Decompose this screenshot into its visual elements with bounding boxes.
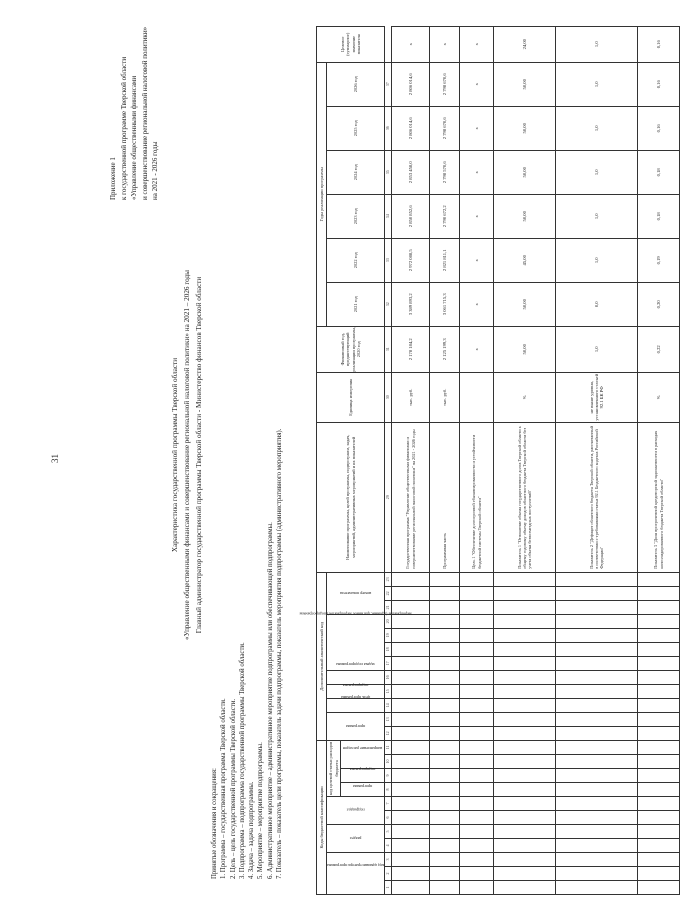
code-cell xyxy=(556,755,638,769)
code-cell xyxy=(392,698,430,712)
year-header-2025: 2025 год xyxy=(327,106,385,150)
code-cell xyxy=(494,783,556,797)
code-cell xyxy=(638,867,680,881)
row-year-value: 3 061 715,3 xyxy=(430,282,460,326)
table-row xyxy=(430,26,460,894)
code-cell xyxy=(556,698,638,712)
column-number: 9 xyxy=(385,769,392,783)
column-number: 16 xyxy=(385,670,392,684)
row-year-value: 2 798 670,6 xyxy=(430,106,460,150)
code-cell xyxy=(556,769,638,783)
row-year-value: х xyxy=(460,150,494,194)
code-header-subsection: подраздел xyxy=(327,797,385,825)
code-cell xyxy=(430,712,460,726)
code-header-program-code: программа xyxy=(341,783,385,797)
row-unit: % xyxy=(638,372,680,422)
code-cell xyxy=(392,572,430,586)
code-cell xyxy=(494,670,556,684)
code-cell xyxy=(460,600,494,614)
target-header: Целевое (суммарное) значение показателя xyxy=(317,26,385,62)
name-header: Наименование программы, целей программы, подпрограмм, задач, мероприятий, административных мероприятий и их показателей xyxy=(317,422,385,572)
column-number: 8 xyxy=(385,783,392,797)
code-cell xyxy=(460,726,494,740)
code-cell xyxy=(430,600,460,614)
code-cell xyxy=(556,811,638,825)
year-header-2024: 2024 год xyxy=(327,150,385,194)
row-year-value: 2 798 670,6 xyxy=(430,62,460,106)
code-cell xyxy=(430,853,460,867)
year-header-2022: 2022 год xyxy=(327,238,385,282)
code-cell xyxy=(460,839,494,853)
row-year-value: х xyxy=(460,238,494,282)
column-number: 15 xyxy=(385,684,392,698)
row-unit xyxy=(460,372,494,422)
code-cell xyxy=(460,670,494,684)
code-cell xyxy=(638,684,680,698)
row-unit: тыс. руб. xyxy=(392,372,430,422)
code-cell xyxy=(556,726,638,740)
code-cell xyxy=(392,712,430,726)
row-target-value: х xyxy=(392,26,430,62)
unit-header: Единица измерения xyxy=(317,372,385,422)
code-cell xyxy=(494,740,556,754)
row-year-value: 50,00 xyxy=(494,62,556,106)
column-number: 34 xyxy=(385,194,392,238)
abbreviations-notes xyxy=(210,428,284,879)
column-number: 32 xyxy=(385,282,392,326)
code-cell xyxy=(494,586,556,600)
code-cell xyxy=(460,712,494,726)
row-year-value: 2 790 672,2 xyxy=(430,194,460,238)
code-cell xyxy=(430,572,460,586)
code-cell xyxy=(638,797,680,811)
row-year-value: 1,0 xyxy=(556,62,638,106)
note-line: 2. Цель – цель государственной программы Тверской области. xyxy=(229,698,237,879)
program-name: «Управление общественными финансами и совершенствование региональной налоговой политики» на 2021 – 2026 годы xyxy=(183,270,191,640)
code-cell xyxy=(392,642,430,656)
appendix-line: Приложение 1 xyxy=(109,157,117,200)
code-cell xyxy=(556,712,638,726)
column-number: 21 xyxy=(385,600,392,614)
row-year-value: 50,00 xyxy=(494,150,556,194)
code-cell xyxy=(460,572,494,586)
code-cell xyxy=(638,642,680,656)
code-cell xyxy=(392,797,430,811)
program-codes-header: Дополнительный аналитический код xyxy=(317,572,327,740)
code-cell xyxy=(460,740,494,754)
code-cell xyxy=(494,572,556,586)
column-number: 5 xyxy=(385,825,392,839)
document-title: Характеристика государственной программы Тверской области xyxy=(171,357,179,553)
column-number: 23 xyxy=(385,572,392,586)
row-year-value: х xyxy=(460,62,494,106)
code-header-subprogram2: подпрограмма xyxy=(327,684,385,698)
column-number: 6 xyxy=(385,811,392,825)
code-cell xyxy=(460,684,494,698)
row-target-value: 24,00 xyxy=(494,26,556,62)
table-row xyxy=(638,26,680,894)
row-year-value: 50,00 xyxy=(494,106,556,150)
code-cell xyxy=(494,811,556,825)
code-cell xyxy=(460,586,494,600)
code-cell xyxy=(556,853,638,867)
code-cell xyxy=(430,642,460,656)
row-target-value: 1,0 xyxy=(556,26,638,62)
code-cell xyxy=(430,783,460,797)
row-year-value: 2 972 088,5 xyxy=(392,238,430,282)
code-cell xyxy=(638,614,680,628)
code-cell xyxy=(392,769,430,783)
row-year-value: х xyxy=(460,106,494,150)
year-header-2021: 2021 год xyxy=(327,282,385,326)
code-cell xyxy=(460,783,494,797)
note-line: Принятые обозначения и сокращения: xyxy=(211,768,218,879)
code-header-admin: код администратора программы xyxy=(327,853,385,895)
row-year-value: 2 850 852,6 xyxy=(392,194,430,238)
code-cell xyxy=(460,614,494,628)
budget-codes-header: Коды бюджетной классификации xyxy=(317,740,327,894)
code-cell xyxy=(460,825,494,839)
column-number: 18 xyxy=(385,642,392,656)
table-row xyxy=(494,26,556,894)
code-header-goal: цель программы xyxy=(327,698,385,712)
code-header-subprogram: подпрограмма xyxy=(341,769,385,783)
row-unit: тыс. руб. xyxy=(430,372,460,422)
column-number: 11 xyxy=(385,740,392,754)
program-characteristics-table xyxy=(299,26,680,895)
code-cell xyxy=(494,867,556,881)
column-number: 12 xyxy=(385,726,392,740)
code-cell xyxy=(556,740,638,754)
row-year-value: 1,0 xyxy=(556,106,638,150)
code-cell xyxy=(430,769,460,783)
code-cell xyxy=(638,698,680,712)
code-cell xyxy=(430,684,460,698)
code-cell xyxy=(392,783,430,797)
code-cell xyxy=(392,670,430,684)
column-number: 33 xyxy=(385,238,392,282)
code-cell xyxy=(494,769,556,783)
code-header-task: задача подпрограммы xyxy=(327,670,385,684)
appendix-line: и совершенствование региональной налоговой политики» xyxy=(140,26,149,200)
page-number: 31 xyxy=(50,454,60,463)
appendix-line: на 2021 - 2026 годы xyxy=(151,141,159,200)
code-cell xyxy=(430,656,460,670)
code-cell xyxy=(556,867,638,881)
row-target-value: х xyxy=(430,26,460,62)
note-line: 1. Программа – государственная программа Тверской области. xyxy=(220,698,228,879)
code-cell xyxy=(460,797,494,811)
code-cell xyxy=(494,600,556,614)
row-base-value: 2 178 184,2 xyxy=(392,326,430,372)
row-year-value: 50,00 xyxy=(494,194,556,238)
code-cell xyxy=(556,783,638,797)
row-year-value: 2 821 811,1 xyxy=(430,238,460,282)
code-cell xyxy=(392,740,430,754)
code-cell xyxy=(638,628,680,642)
code-cell xyxy=(556,600,638,614)
table-row xyxy=(392,26,430,894)
code-cell xyxy=(494,825,556,839)
code-cell xyxy=(638,881,680,895)
code-cell xyxy=(460,769,494,783)
code-cell xyxy=(392,586,430,600)
row-year-value: 0,19 xyxy=(638,238,680,282)
code-cell xyxy=(430,839,460,853)
row-name: Программная часть xyxy=(430,422,460,572)
column-number: 17 xyxy=(385,656,392,670)
row-year-value: 2 798 570,6 xyxy=(430,150,460,194)
row-year-value: 0,20 xyxy=(638,282,680,326)
code-cell xyxy=(638,600,680,614)
code-cell xyxy=(460,698,494,712)
code-cell xyxy=(638,755,680,769)
code-cell xyxy=(494,726,556,740)
code-cell xyxy=(494,628,556,642)
appendix-line: «Управление общественными финансами xyxy=(130,75,138,200)
column-number: 10 xyxy=(385,755,392,769)
year-header-2026: 2026 год xyxy=(327,62,385,106)
code-cell xyxy=(430,628,460,642)
code-cell xyxy=(430,797,460,811)
row-year-value: 1,0 xyxy=(556,150,638,194)
code-cell xyxy=(638,670,680,684)
code-cell xyxy=(460,628,494,642)
note-line: 7. Показатель – показатель цели программы, показатель задачи подпрограммы, показатель мероприятия подпрограммы (административного мероприятия). xyxy=(276,428,284,879)
code-cell xyxy=(392,684,430,698)
row-name: Цель 1 "Обеспечение долгосрочной сбалансированности и устойчивости бюджетной системы Тверской области" xyxy=(460,422,494,572)
row-year-value: 2 853 458,0 xyxy=(392,150,430,194)
code-cell xyxy=(392,825,430,839)
code-cell xyxy=(494,698,556,712)
code-cell xyxy=(638,656,680,670)
code-cell xyxy=(460,642,494,656)
code-cell xyxy=(430,698,460,712)
row-base-value: 1,0 xyxy=(556,326,638,372)
row-year-value: х xyxy=(460,282,494,326)
base-year-header: Финансовый год, предшествующий реализации программы, 2020 год xyxy=(317,326,385,372)
note-line: 6. Административное мероприятие – административное мероприятие подпрограммы или обеспечивающей подпрограммы. xyxy=(266,522,274,879)
code-cell xyxy=(430,740,460,754)
appendix-block xyxy=(108,10,161,200)
code-cell xyxy=(556,614,638,628)
code-cell xyxy=(392,853,430,867)
row-base-value: 50,00 xyxy=(494,326,556,372)
code-cell xyxy=(494,656,556,670)
years-header: Годы реализации программы xyxy=(317,62,327,326)
row-unit: % xyxy=(494,372,556,422)
code-cell xyxy=(430,825,460,839)
row-target-value: 0,16 xyxy=(638,26,680,62)
row-year-value: 2 806 014,6 xyxy=(392,62,430,106)
code-cell xyxy=(392,628,430,642)
code-cell xyxy=(494,614,556,628)
code-cell xyxy=(460,867,494,881)
appendix-line: к государственной программе Тверской области xyxy=(119,56,128,200)
code-cell xyxy=(430,670,460,684)
code-cell xyxy=(556,797,638,811)
code-header-measure: мероприятие (административное мероприятие) подпрограммы xyxy=(327,614,385,670)
code-cell xyxy=(460,881,494,895)
column-number: 14 xyxy=(385,698,392,712)
code-cell xyxy=(494,712,556,726)
code-cell xyxy=(638,572,680,586)
column-number: 19 xyxy=(385,628,392,642)
row-name: Показатель 1 "Отношение объема государственного долга Тверской области к общему годовому объему доходов областного бюджета Тверской области без учета объема безвозмездных поступлений" xyxy=(494,422,556,572)
code-cell xyxy=(430,586,460,600)
row-year-value: х xyxy=(460,194,494,238)
row-target-value: х xyxy=(460,26,494,62)
code-header-program: программа xyxy=(327,712,385,740)
code-header-expense-direction: направление расходов xyxy=(341,740,385,768)
note-line: 5. Мероприятие – мероприятие подпрограммы. xyxy=(257,742,265,879)
column-number: 3 xyxy=(385,853,392,867)
code-cell xyxy=(392,839,430,853)
table-row xyxy=(556,26,638,894)
column-number: 36 xyxy=(385,106,392,150)
row-year-value: 0,16 xyxy=(638,106,680,150)
column-number: 1 xyxy=(385,881,392,895)
row-year-value: 0,16 xyxy=(638,62,680,106)
code-cell xyxy=(638,726,680,740)
code-cell xyxy=(430,726,460,740)
row-year-value: 1,0 xyxy=(556,194,638,238)
row-year-value: 45,00 xyxy=(494,238,556,282)
column-number: 35 xyxy=(385,150,392,194)
code-cell xyxy=(460,811,494,825)
code-cell xyxy=(460,656,494,670)
code-cell xyxy=(430,867,460,881)
code-cell xyxy=(556,572,638,586)
code-cell xyxy=(392,726,430,740)
code-cell xyxy=(460,853,494,867)
code-cell xyxy=(494,684,556,698)
row-name: Государственная программа "Управление общественными финансами и совершенствование региональной налоговой политики" на 2021 - 2026 годы xyxy=(392,422,430,572)
row-name: Показатель 3 "Доля просроченной кредиторской задолженности в расходах консолидированного бюджета Тверской области" xyxy=(638,422,680,572)
row-year-value: 2 806 014,6 xyxy=(392,106,430,150)
code-cell xyxy=(494,853,556,867)
row-base-value: 0,22 xyxy=(638,326,680,372)
column-number: 2 xyxy=(385,867,392,881)
row-base-value: х xyxy=(460,326,494,372)
note-line: 3. Подпрограмма – подпрограмма государственной программы Тверской области. xyxy=(238,642,246,879)
code-cell xyxy=(638,712,680,726)
column-number: 29 xyxy=(385,422,392,572)
column-number: 13 xyxy=(385,712,392,726)
column-number: 22 xyxy=(385,586,392,600)
row-base-value: 2 125 199,3 xyxy=(430,326,460,372)
code-cell xyxy=(556,642,638,656)
code-cell xyxy=(638,839,680,853)
code-cell xyxy=(392,755,430,769)
row-year-value: 0,18 xyxy=(638,150,680,194)
code-cell xyxy=(556,839,638,853)
row-year-value: 50,00 xyxy=(494,282,556,326)
row-year-value: 3 389 893,2 xyxy=(392,282,430,326)
code-cell xyxy=(392,811,430,825)
code-cell xyxy=(556,628,638,642)
code-cell xyxy=(638,853,680,867)
code-cell xyxy=(556,881,638,895)
code-cell xyxy=(638,586,680,600)
code-cell xyxy=(556,586,638,600)
code-cell xyxy=(638,740,680,754)
column-number: 20 xyxy=(385,614,392,628)
code-cell xyxy=(392,656,430,670)
row-name: Показатель 2 "Дефицит областного бюджета Тверской области, рассчитанный в соответствии с требованиями статьи 92.1 Бюджетного кодекса Российской Федерации" xyxy=(556,422,638,572)
code-cell xyxy=(556,684,638,698)
code-cell xyxy=(460,755,494,769)
row-year-value: 0,0 xyxy=(556,282,638,326)
code-cell xyxy=(430,614,460,628)
code-cell xyxy=(556,825,638,839)
code-cell xyxy=(430,881,460,895)
code-cell xyxy=(392,881,430,895)
code-cell xyxy=(494,839,556,853)
column-number: 37 xyxy=(385,62,392,106)
row-unit: не выше уровня, установленного статьей 92.1 БК РФ xyxy=(556,372,638,422)
year-header-2023: 2023 год xyxy=(327,194,385,238)
row-year-value: 0,18 xyxy=(638,194,680,238)
code-cell xyxy=(556,656,638,670)
code-cell xyxy=(494,797,556,811)
column-number: 7 xyxy=(385,797,392,811)
code-header-indicator: номер показателя xyxy=(327,572,385,614)
code-cell xyxy=(430,755,460,769)
code-cell xyxy=(556,670,638,684)
code-cell xyxy=(430,811,460,825)
code-cell xyxy=(638,769,680,783)
target-article-header: код целевой статьи расходов бюджета xyxy=(328,741,339,796)
code-cell xyxy=(638,811,680,825)
column-number: 31 xyxy=(385,326,392,372)
column-number: 4 xyxy=(385,839,392,853)
note-line: 4. Задача – задача подпрограммы. xyxy=(248,781,256,879)
code-header-section: раздел xyxy=(327,825,385,853)
table-row xyxy=(460,26,494,894)
code-cell xyxy=(494,642,556,656)
code-cell xyxy=(392,867,430,881)
code-cell xyxy=(638,783,680,797)
program-administrator: Главный администратор государственной программы Тверской области - Министерство финансов Тверской области xyxy=(195,276,203,634)
row-year-value: 1,0 xyxy=(556,238,638,282)
code-cell xyxy=(494,881,556,895)
column-number: 30 xyxy=(385,372,392,422)
code-cell xyxy=(638,825,680,839)
code-cell xyxy=(494,755,556,769)
